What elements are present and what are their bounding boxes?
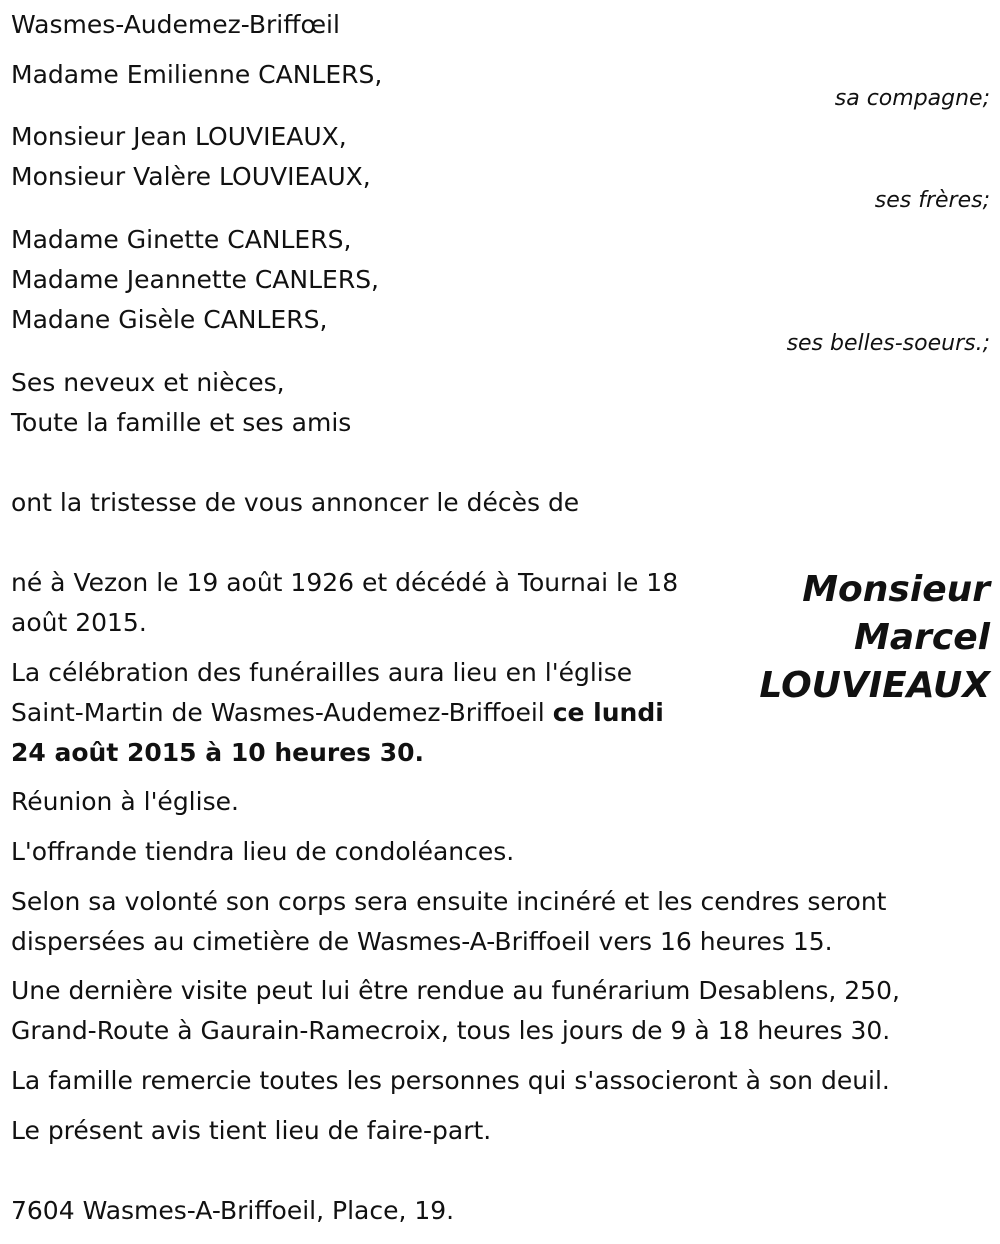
offering-text: L'offrande tiendra lieu de condoléances.	[11, 837, 515, 866]
ceremony-paragraph	[11, 653, 664, 773]
deceased-first-name: Marcel	[854, 617, 990, 658]
birth-line: né à Vezon le 19 août 1926 et décédé à Tournai le 18	[11, 568, 679, 597]
visit-line: Une dernière visite peut lui être rendue au funérarium Desablens, 250,	[11, 976, 900, 1005]
mourner-group	[11, 117, 371, 197]
ceremony-datetime: 24 août 2015 à 10 heures 30.	[11, 738, 425, 767]
birth-death-paragraph	[11, 563, 678, 643]
notice-text: Le présent avis tient lieu de faire-part.	[11, 1116, 492, 1145]
birth-line: août 2015.	[11, 608, 147, 637]
locality: Wasmes-Audemez-Briffœil	[11, 10, 340, 39]
mourner-name: Monsieur Jean LOUVIEAUX,	[11, 122, 347, 151]
relationship-label: ses belles-soeurs.;	[786, 331, 990, 356]
family-group	[11, 363, 351, 443]
mourner-name: Madame Jeannette CANLERS,	[11, 265, 380, 294]
cremation-line: dispersées au cimetière de Wasmes-A-Briffoeil vers 16 heures 15.	[11, 927, 833, 956]
meeting-text: Réunion à l'église.	[11, 787, 239, 816]
relationship-label: sa compagne;	[834, 86, 990, 111]
relationship-label: ses frères;	[874, 188, 990, 213]
deceased-name	[759, 566, 990, 710]
mourner-name: Madane Gisèle CANLERS,	[11, 305, 328, 334]
mourner-name: Madame Emilienne CANLERS,	[11, 60, 383, 89]
family-line: Ses neveux et nièces,	[11, 368, 285, 397]
ceremony-line	[11, 693, 664, 733]
deceased-title: Monsieur	[802, 569, 990, 610]
cremation-line: Selon sa volonté son corps sera ensuite incinéré et les cendres seront	[11, 887, 887, 916]
visit-paragraph	[11, 971, 900, 1051]
visit-line: Grand-Route à Gaurain-Ramecroix, tous les jours de 9 à 18 heures 30.	[11, 1016, 891, 1045]
family-line: Toute la famille et ses amis	[11, 408, 352, 437]
ceremony-day: ce lundi	[552, 698, 664, 727]
thanks-text: La famille remercie toutes les personnes qui s'associeront à son deuil.	[11, 1066, 890, 1095]
mourner-group	[11, 220, 379, 340]
ceremony-location: Saint-Martin de Wasmes-Audemez-Briffoeil	[11, 698, 553, 727]
mourner-name: Monsieur Valère LOUVIEAUX,	[11, 162, 371, 191]
address-text: 7604 Wasmes-A-Briffoeil, Place, 19.	[11, 1196, 455, 1225]
announcement-text: ont la tristesse de vous annoncer le décès de	[11, 488, 580, 517]
ceremony-line: La célébration des funérailles aura lieu en l'église	[11, 658, 633, 687]
mourner-name: Madame Ginette CANLERS,	[11, 225, 352, 254]
cremation-paragraph	[11, 882, 886, 962]
deceased-last-name: LOUVIEAUX	[759, 665, 990, 706]
